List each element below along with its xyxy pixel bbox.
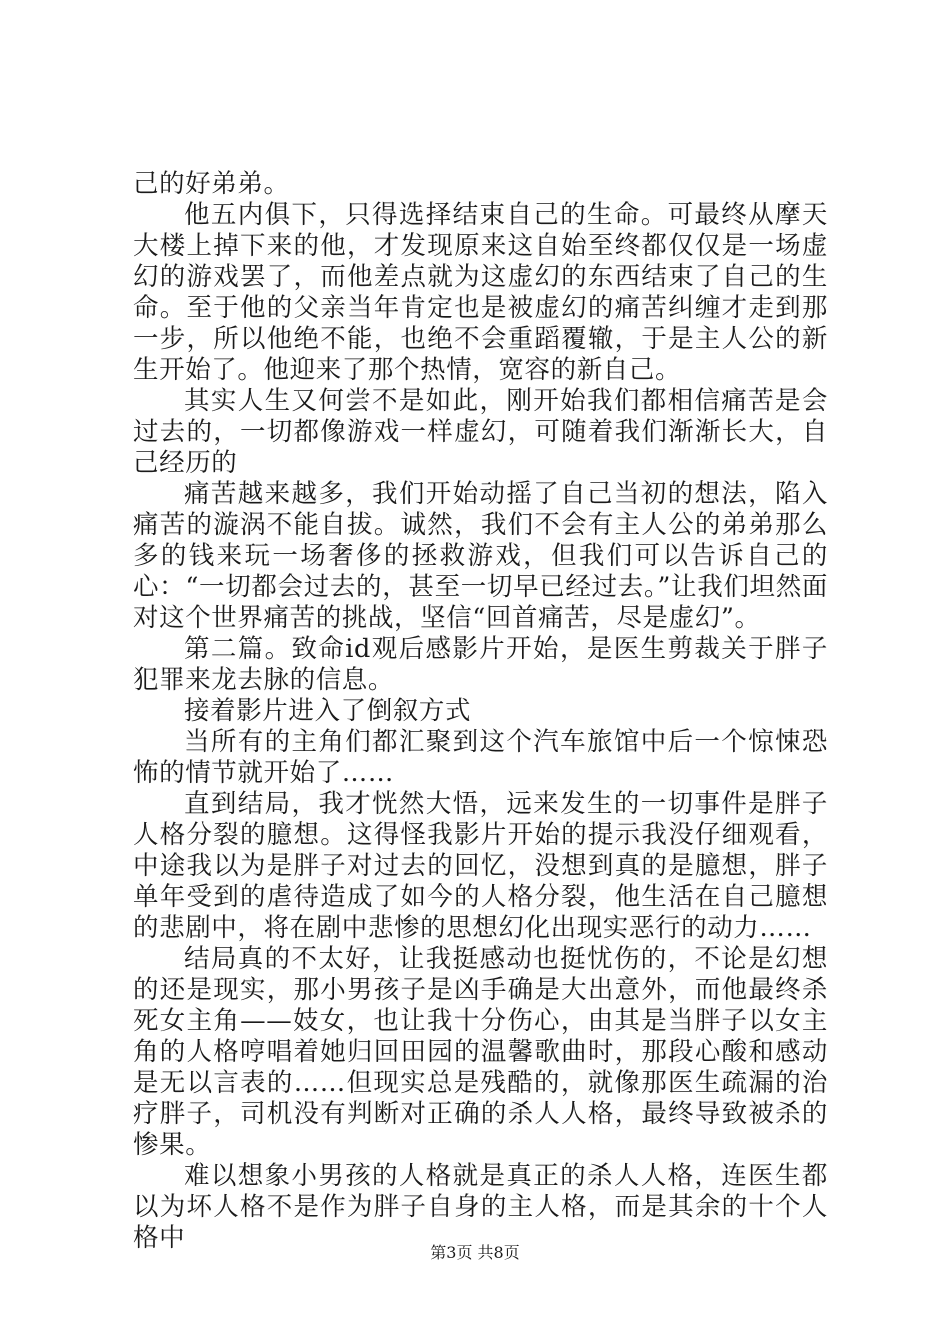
paragraph: 直到结局，我才恍然大悟，远来发生的一切事件是胖子人格分裂的臆想。这得怪我影片开始的提示我没仔细观看，中途我以为是胖子对过去的回忆，没想到真的是臆想，胖子单年受到的虐待造成了如今的人格分裂，他生活在自己臆想的悲剧中，将在剧中悲惨的思想幻化出现实恶行的动力…… bbox=[133, 789, 828, 943]
paragraph: 当所有的主角们都汇聚到这个汽车旅馆中后一个惊悚恐怖的情节就开始了…… bbox=[133, 727, 828, 788]
paragraph: 痛苦越来越多，我们开始动摇了自己当初的想法，陷入痛苦的漩涡不能自拔。诚然，我们不会有主人公的弟弟那么多的钱来玩一场奢侈的拯救游戏，但我们可以告诉自己的心：“一切都会过去的，甚至一切早已经过去。”让我们坦然面对这个世界痛苦的挑战，坚信“回首痛苦，尽是虚幻”。 bbox=[133, 479, 828, 633]
paragraph: 他五内俱下，只得选择结束自己的生命。可最终从摩天大楼上掉下来的他，才发现原来这自始至终都仅仅是一场虚幻的游戏罢了，而他差点就为这虚幻的东西结束了自己的生命。至于他的父亲当年肯定也是被虚幻的痛苦纠缠才走到那一步，所以他绝不能，也绝不会重蹈覆辙，于是主人公的新生开始了。他迎来了那个热情，宽容的新自己。 bbox=[133, 200, 828, 385]
paragraph: 结局真的不太好，让我挺感动也挺忧伤的，不论是幻想的还是现实，那小男孩子是凶手确是大出意外，而他最终杀死女主角——妓女，也让我十分伤心，由其是当胖子以女主角的人格哼唱着她归回田园的温馨歌曲时，那段心酸和感动是无以言表的……但现实总是残酷的，就像那医生疏漏的治疗胖子，司机没有判断对正确的杀人人格，最终导致被杀的惨果。 bbox=[133, 944, 828, 1160]
paragraph: 己的好弟弟。 bbox=[133, 169, 290, 199]
paragraph: 第二篇。致命id观后感影片开始，是医生剪裁关于胖子犯罪来龙去脉的信息。 bbox=[133, 634, 828, 695]
page-number-label: 第3页 共8页 bbox=[430, 1243, 520, 1262]
document-body bbox=[133, 169, 828, 1254]
paragraph: 接着影片进入了倒叙方式 bbox=[184, 696, 472, 726]
page-footer bbox=[0, 1243, 950, 1263]
paragraph: 其实人生又何尝不是如此，刚开始我们都相信痛苦是会过去的，一切都像游戏一样虚幻，可随着我们渐渐长大，自己经历的 bbox=[133, 386, 828, 478]
paragraph: 难以想象小男孩的人格就是真正的杀人人格，连医生都以为坏人格不是作为胖子自身的主人格，而是其余的十个人格中 bbox=[133, 1161, 828, 1253]
